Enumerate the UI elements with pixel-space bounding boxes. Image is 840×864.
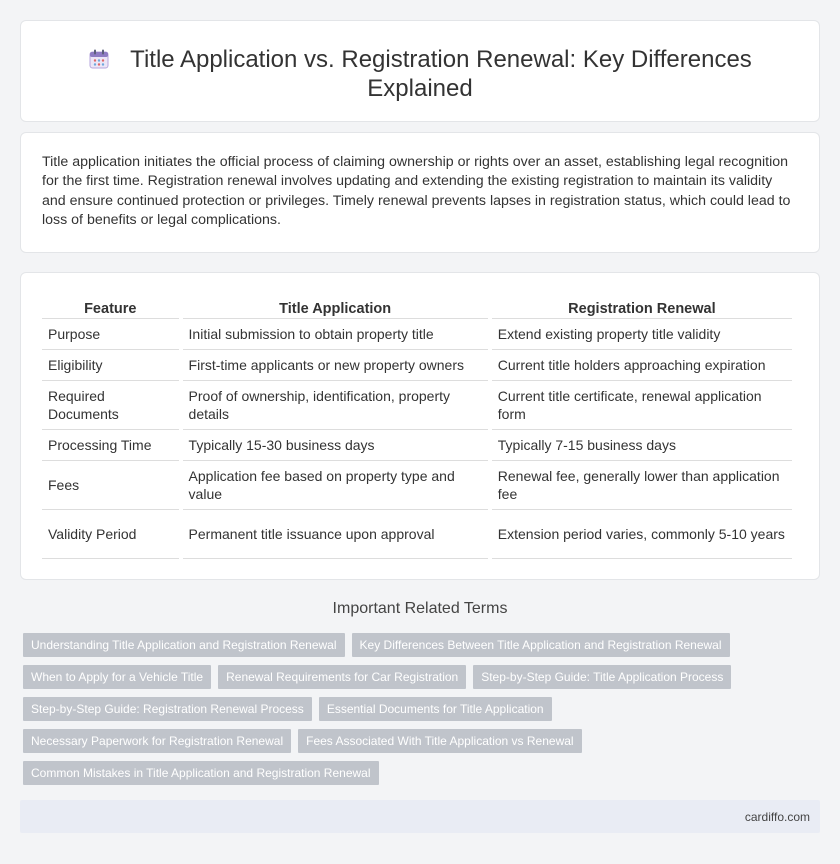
table-row	[42, 319, 792, 350]
table-cell-registration-renewal: Extension period varies, commonly 5-10 years	[492, 510, 792, 559]
table-cell-feature: Validity Period	[42, 510, 179, 559]
table-row	[42, 510, 792, 559]
table-cell-feature: Fees	[42, 461, 179, 510]
page-title: Title Application vs. Registration Renewal: Key Differences Explained	[130, 46, 752, 102]
related-term-tag[interactable]: Fees Associated With Title Application vs Renewal	[298, 729, 581, 753]
related-term-tag[interactable]: Common Mistakes in Title Application and Registration Renewal	[23, 761, 379, 785]
comparison-table	[38, 294, 796, 559]
table-cell-title-application: First-time applicants or new property owners	[183, 350, 488, 381]
related-term-tag[interactable]: When to Apply for a Vehicle Title	[23, 665, 211, 689]
table-cell-registration-renewal: Renewal fee, generally lower than application fee	[492, 461, 792, 510]
table-cell-feature: Processing Time	[42, 430, 179, 461]
header-card	[20, 20, 820, 122]
column-header-title-application: Title Application	[183, 294, 488, 319]
table-row	[42, 461, 792, 510]
table-cell-title-application: Proof of ownership, identification, property details	[183, 381, 488, 430]
related-term-tag[interactable]: Step-by-Step Guide: Title Application Process	[473, 665, 731, 689]
intro-paragraph: Title application initiates the official process of claiming ownership or rights over an asset, establishing legal recognition for the first time. Registration renewal involves updating and extending the existing registration to maintain its validity and ensure continued protection or privileges. Timely renewal prevents lapses in registration status, which could lead to loss of benefits or legal complications.	[42, 154, 791, 228]
table-header-row	[42, 294, 792, 319]
table-cell-registration-renewal: Current title certificate, renewal application form	[492, 381, 792, 430]
table-cell-feature: Required Documents	[42, 381, 179, 430]
related-term-tag[interactable]: Necessary Paperwork for Registration Renewal	[23, 729, 291, 753]
table-cell-registration-renewal: Typically 7-15 business days	[492, 430, 792, 461]
table-cell-title-application: Application fee based on property type and value	[183, 461, 488, 510]
related-terms-heading: Important Related Terms	[332, 600, 508, 617]
related-term-tag[interactable]: Renewal Requirements for Car Registration	[218, 665, 466, 689]
table-row	[42, 430, 792, 461]
table-cell-title-application: Initial submission to obtain property title	[183, 319, 488, 350]
table-cell-title-application: Typically 15-30 business days	[183, 430, 488, 461]
table-cell-feature: Purpose	[42, 319, 179, 350]
table-cell-feature: Eligibility	[42, 350, 179, 381]
table-cell-registration-renewal: Current title holders approaching expiration	[492, 350, 792, 381]
comparison-table-card	[20, 272, 820, 580]
column-header-feature: Feature	[42, 294, 179, 319]
intro-card	[20, 132, 820, 253]
column-header-registration-renewal: Registration Renewal	[492, 294, 792, 319]
page-title-row	[21, 45, 819, 103]
calendar-icon	[88, 48, 110, 70]
related-term-tag[interactable]: Key Differences Between Title Application and Registration Renewal	[352, 633, 730, 657]
related-terms-list	[23, 633, 783, 793]
footer-site-name[interactable]: cardiffo.com	[744, 810, 810, 824]
related-term-tag[interactable]: Step-by-Step Guide: Registration Renewal Process	[23, 697, 312, 721]
related-term-tag[interactable]: Essential Documents for Title Application	[319, 697, 552, 721]
related-term-tag[interactable]: Understanding Title Application and Registration Renewal	[23, 633, 345, 657]
table-cell-title-application: Permanent title issuance upon approval	[183, 510, 488, 559]
table-row	[42, 381, 792, 430]
table-row	[42, 350, 792, 381]
footer	[20, 800, 820, 833]
table-cell-registration-renewal: Extend existing property title validity	[492, 319, 792, 350]
